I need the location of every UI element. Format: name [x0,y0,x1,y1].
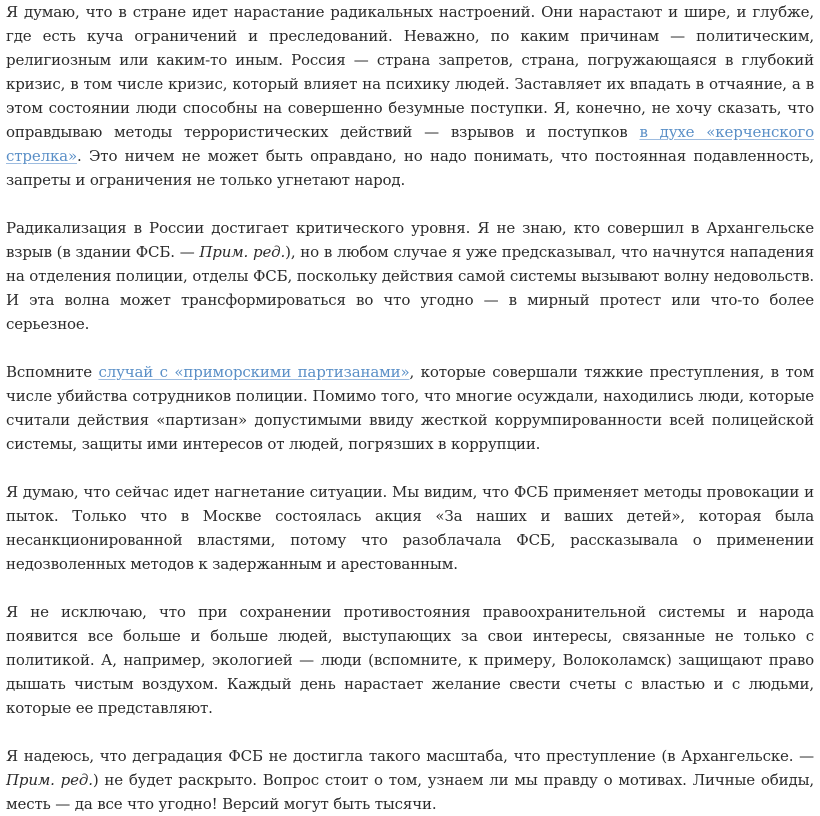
paragraph-3-text-end: , которые совершали тяжкие преступления, в том числе убийства сотрудников полиции. Помимо того, что многие осуждали, находились люди, которые считали действия «партизан» допустимыми ввиду жесткой коррумпированности всей полицейской системы, защиты ими интересов от людей, погрязших в коррупции. [6,363,814,453]
kerch-shooter-link[interactable]: в духе «керченского стрелка» [6,123,814,165]
editor-note: Прим. ред. [199,243,286,261]
paragraph-6-text-start: Я надеюсь, что деградация ФСБ не достигла такого масштаба, что преступление (в Архангельске. — [6,747,814,765]
paragraph-2 [6,216,814,336]
primorsky-partisans-link[interactable]: случай с «приморскими партизанами» [98,363,410,381]
paragraph-3 [6,360,814,456]
paragraph-6-text-end: ) не будет раскрыто. Вопрос стоит о том, узнаем ли мы правду о мотивах. Личные обиды, месть — да все что угодно! Версий могут быть тысячи. [6,771,814,813]
paragraph-1-text-start: Я думаю, что в стране идет нарастание радикальных настроений. Они нарастают и шире, и глубже, где есть куча ограничений и преследований. Неважно, по каким причинам — политическим, религиозным или каким-то иным. Россия — страна запретов, страна, погружающаяся в глубокий кризис, в том числе кризис, который влияет на психику людей. Заставляет их впадать в отчаяние, а в этом состоянии люди способны на совершенно безумные поступки. Я, конечно, не хочу сказать, что оправдываю методы террористических действий — взрывов и поступков [6,3,814,141]
paragraph-1 [6,0,814,192]
paragraph-5: Я не исключаю, что при сохранении противостояния правоохранительной системы и народа появится все больше и больше людей, выступающих за свои интересы, связанные не только с политикой. А, например, экологией — люди (вспомните, к примеру, Волоколамск) защищают право дышать чистым воздухом. Каждый день нарастает желание свести счеты с властью и с людьми, которые ее представляют. [6,603,814,717]
paragraph-1-text-end: . Это ничем не может быть оправдано, но надо понимать, что постоянная подавленность, запреты и ограничения не только угнетают народ. [6,147,814,189]
editor-note: Прим. ред. [6,771,93,789]
paragraph-4: Я думаю, что сейчас идет нагнетание ситуации. Мы видим, что ФСБ применяет методы провокации и пыток. Только что в Москве состоялась акция «За наших и ваших детей», которая была несанкционированной властями, потому что разоблачала ФСБ, рассказывала о применении недозволенных методов к задержанным и арестованным. [6,483,814,573]
paragraph-6 [6,744,814,816]
paragraph-3-text-start: Вспомните [6,363,99,381]
paragraph-2-text-start: Радикализация в России достигает критического уровня. Я не знаю, кто совершил в Архангельске взрыв (в здании ФСБ. — [6,219,814,261]
article-body [6,0,814,816]
paragraph-2-text-end: ), но в любом случае я уже предсказывал, что начнутся нападения на отделения полиции, отделы ФСБ, поскольку действия самой системы вызывают волну недовольств. И эта волна может трансформироваться во что угодно — в мирный протест или что-то более серьезное. [6,243,815,333]
